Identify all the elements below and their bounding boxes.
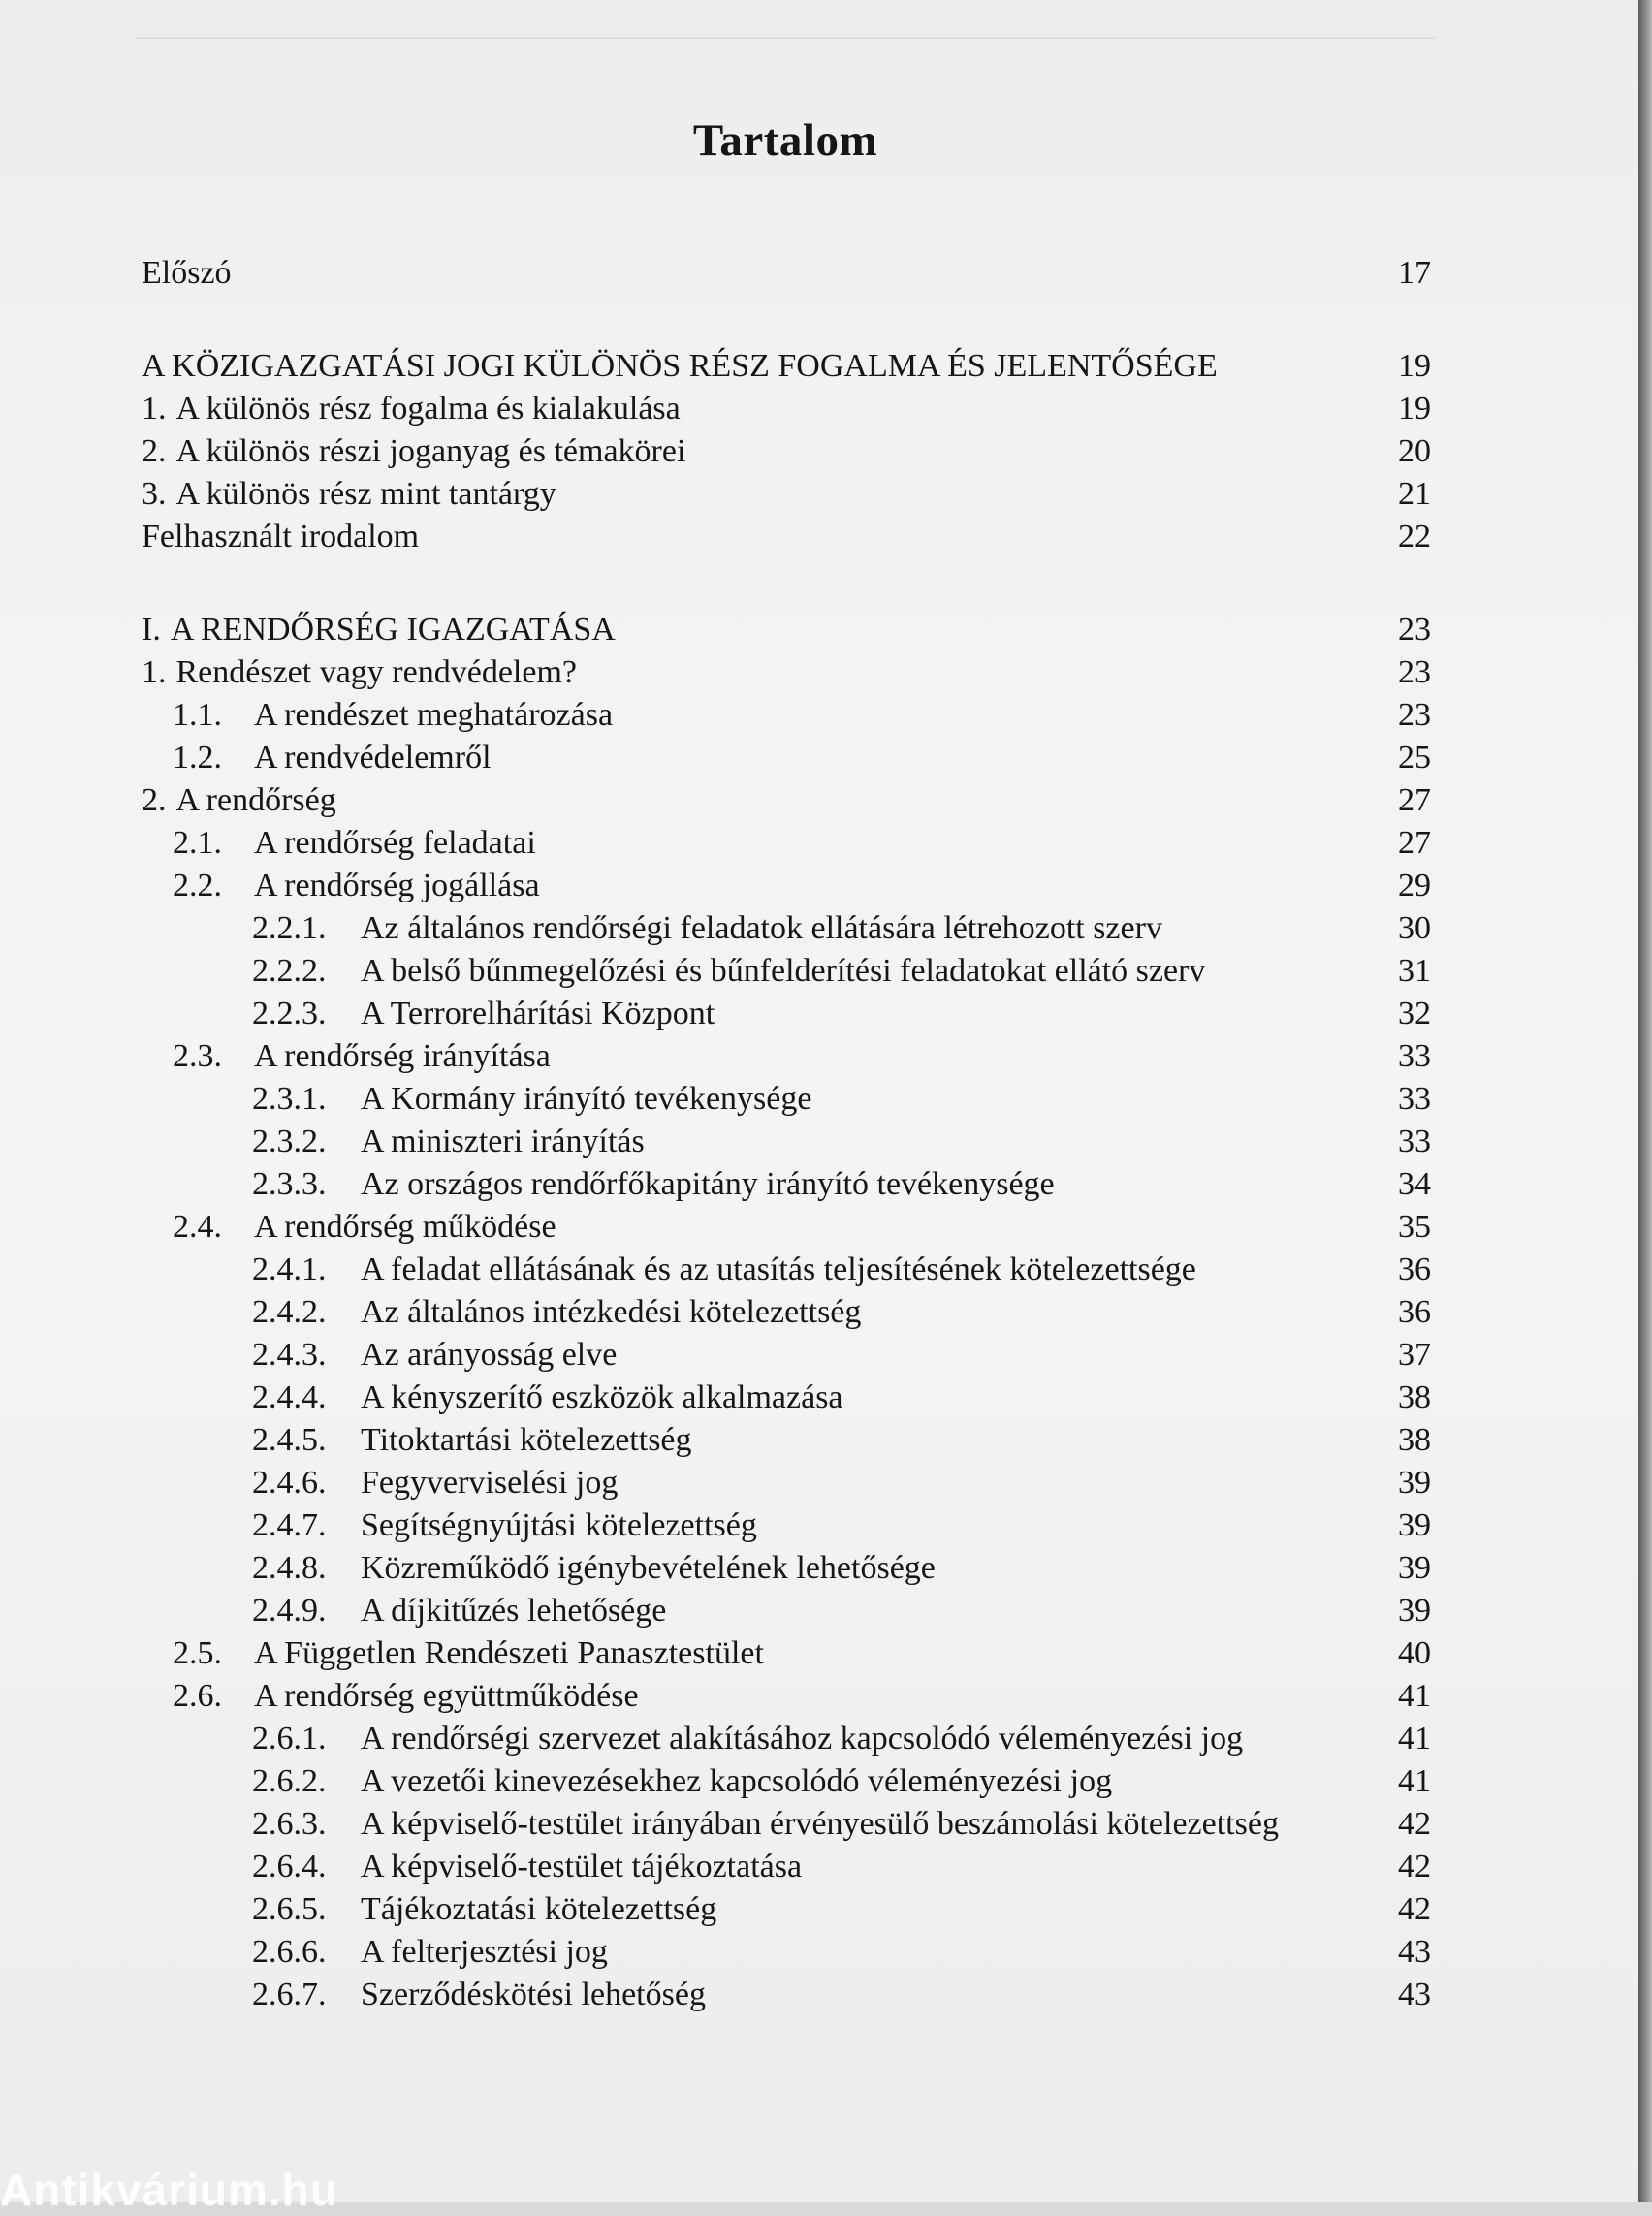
- toc-entry-page: 33: [1398, 1081, 1431, 1117]
- toc-entry: [142, 473, 1431, 516]
- toc-entry-number: 2.2.1.: [252, 910, 327, 946]
- toc-entry-page: 42: [1398, 1806, 1431, 1842]
- toc-entry-number: 2.6.: [173, 1678, 222, 1714]
- toc-entry-number: 2.3.2.: [252, 1124, 327, 1159]
- toc-entry: [142, 1334, 1431, 1377]
- toc-entry: [142, 1974, 1431, 2016]
- toc-entry-title: A rendőrség irányítása: [254, 1038, 551, 1074]
- toc-entry: [142, 1675, 1431, 1718]
- toc-entry: [142, 1121, 1431, 1163]
- toc-entry-page: 19: [1398, 391, 1431, 427]
- toc-entry-number: 2.6.3.: [252, 1806, 327, 1842]
- toc-entry-page: 17: [1398, 255, 1431, 291]
- toc-entry-number: 1.: [142, 654, 167, 690]
- toc-entry-page: 31: [1398, 953, 1431, 989]
- toc-entry-page: 23: [1398, 612, 1431, 648]
- toc-entry-number: 2.4.4.: [252, 1379, 327, 1415]
- toc-entry: [142, 1377, 1431, 1419]
- toc-entry-page: 23: [1398, 697, 1431, 733]
- toc-entry-page: 42: [1398, 1891, 1431, 1927]
- toc-entry-page: 38: [1398, 1379, 1431, 1415]
- toc-entry-page: 27: [1398, 782, 1431, 818]
- toc-entry: [142, 252, 1431, 295]
- toc-entry: [142, 1632, 1431, 1675]
- toc-entry-page: 37: [1398, 1337, 1431, 1373]
- toc-entry-number: 2.4.3.: [252, 1337, 327, 1373]
- toc-entry-number: I.: [142, 612, 161, 648]
- toc-entry-page: 39: [1398, 1550, 1431, 1586]
- toc-entry-number: 2.6.2.: [252, 1763, 327, 1799]
- book-spine-shadow: [1638, 0, 1652, 2202]
- toc-entry-page: 41: [1398, 1763, 1431, 1799]
- toc-entry-number: 2.4.1.: [252, 1251, 327, 1287]
- toc-entry-page: 20: [1398, 433, 1431, 469]
- toc-entry-number: 3.: [142, 476, 167, 512]
- toc-entry-page: 39: [1398, 1593, 1431, 1629]
- toc-entry: [142, 1718, 1431, 1760]
- toc-entry-number: 2.4.6.: [252, 1465, 327, 1501]
- toc-entry: [142, 651, 1431, 694]
- toc-entry: [142, 1504, 1431, 1547]
- toc-entry-number: 2.: [142, 433, 167, 469]
- toc-entry-page: 39: [1398, 1507, 1431, 1543]
- toc-entry: [142, 1888, 1431, 1931]
- toc-entry-number: 1.: [142, 391, 167, 427]
- toc-entry-number: 2.3.1.: [252, 1081, 327, 1117]
- toc-entry: [142, 1547, 1431, 1590]
- page-title: Tartalom: [692, 115, 878, 166]
- toc-entry-title: Az országos rendőrfőkapitány irányító tevékenysége: [361, 1166, 1055, 1202]
- toc-entry-page: 30: [1398, 910, 1431, 946]
- toc-entry-number: 2.4.5.: [252, 1422, 327, 1458]
- toc-entry-number: 1.2.: [173, 740, 222, 776]
- toc-entry-title: A különös rész mint tantárgy: [175, 476, 556, 512]
- toc-entry-page: 29: [1398, 868, 1431, 903]
- toc-entry-page: 38: [1398, 1422, 1431, 1458]
- toc-entry-number: 2.: [142, 782, 167, 818]
- toc-entry-number: 2.4.9.: [252, 1593, 327, 1629]
- toc-entry-number: 2.6.4.: [252, 1849, 327, 1884]
- toc-entry-title: Fegyverviselési jog: [361, 1465, 619, 1501]
- toc-entry-page: 23: [1398, 654, 1431, 690]
- toc-entry-number: 2.1.: [173, 825, 222, 861]
- toc-entry-title: A rendőrségi szervezet alakításához kapcsolódó véleményezési jog: [361, 1721, 1244, 1757]
- toc-entry-title: Rendészet vagy rendvédelem?: [175, 654, 577, 690]
- toc-entry-page: 25: [1398, 740, 1431, 776]
- table-of-contents: [142, 252, 1431, 2016]
- toc-entry-number: 2.2.: [173, 868, 222, 903]
- toc-entry: [142, 1803, 1431, 1846]
- toc-entry-number: 2.2.2.: [252, 953, 327, 989]
- faded-running-header: [136, 37, 1435, 39]
- toc-entry: [142, 950, 1431, 993]
- toc-entry-title: Az arányosság elve: [361, 1337, 618, 1373]
- toc-entry-title: A Terrorelhárítási Központ: [361, 996, 715, 1031]
- toc-entry-page: 43: [1398, 1977, 1431, 2012]
- toc-entry-title: A rendőrség feladatai: [254, 825, 536, 861]
- toc-entry-page: 33: [1398, 1124, 1431, 1159]
- toc-entry-page: 35: [1398, 1209, 1431, 1245]
- toc-entry-title: A RENDŐRSÉG IGAZGATÁSA: [170, 612, 616, 648]
- toc-entry: [142, 737, 1431, 779]
- toc-entry-title: A képviselő-testület irányában érvényesülő beszámolási kötelezettség: [361, 1806, 1279, 1842]
- toc-entry-page: 42: [1398, 1849, 1431, 1884]
- toc-entry-title: A képviselő-testület tájékoztatása: [361, 1849, 803, 1884]
- toc-entry-page: 34: [1398, 1166, 1431, 1202]
- toc-entry-title: Szerződéskötési lehetőség: [361, 1977, 706, 2012]
- toc-entry: [142, 388, 1431, 430]
- toc-entry-title: A különös rész fogalma és kialakulása: [175, 391, 681, 427]
- toc-entry-page: 43: [1398, 1934, 1431, 1970]
- toc-entry: [142, 822, 1431, 865]
- toc-entry: [142, 907, 1431, 950]
- toc-entry: [142, 779, 1431, 822]
- toc-entry-title: A KÖZIGAZGATÁSI JOGI KÜLÖNÖS RÉSZ FOGALMA ÉS JELENTŐSÉGE: [142, 348, 1218, 384]
- toc-entry-title: A Kormány irányító tevékenysége: [361, 1081, 812, 1117]
- toc-entry-title: A belső bűnmegelőzési és bűnfelderítési feladatokat ellátó szerv: [361, 953, 1206, 989]
- toc-entry-title: A különös részi joganyag és témakörei: [175, 433, 686, 469]
- toc-entry-title: A kényszerítő eszközök alkalmazása: [361, 1379, 843, 1415]
- toc-entry-number: 2.6.1.: [252, 1721, 327, 1757]
- toc-entry: [142, 1078, 1431, 1121]
- toc-entry-page: 39: [1398, 1465, 1431, 1501]
- toc-entry-title: A rendvédelemről: [254, 740, 492, 776]
- toc-entry-title: A Független Rendészeti Panasztestület: [254, 1635, 764, 1671]
- toc-entry: [142, 1206, 1431, 1249]
- toc-entry: [142, 865, 1431, 907]
- toc-entry-title: A feladat ellátásának és az utasítás teljesítésének kötelezettsége: [361, 1251, 1196, 1287]
- toc-entry-title: Előszó: [142, 255, 232, 291]
- toc-entry: [142, 1590, 1431, 1632]
- toc-entry: [142, 1163, 1431, 1206]
- toc-entry-title: Segítségnyújtási kötelezettség: [361, 1507, 757, 1543]
- toc-entry-page: 21: [1398, 476, 1431, 512]
- toc-entry-page: 32: [1398, 996, 1431, 1031]
- toc-entry-number: 2.3.: [173, 1038, 222, 1074]
- toc-entry-title: A felterjesztési jog: [361, 1934, 608, 1970]
- toc-entry-title: Az általános rendőrségi feladatok ellátására létrehozott szerv: [361, 910, 1162, 946]
- toc-entry-number: 2.4.: [173, 1209, 222, 1245]
- toc-entry-number: 2.4.2.: [252, 1294, 327, 1330]
- toc-entry-page: 41: [1398, 1721, 1431, 1757]
- toc-entry-title: A miniszteri irányítás: [361, 1124, 645, 1159]
- toc-entry-page: 36: [1398, 1294, 1431, 1330]
- toc-entry-number: 2.4.8.: [252, 1550, 327, 1586]
- toc-entry-title: Az általános intézkedési kötelezettség: [361, 1294, 862, 1330]
- toc-entry-title: A rendőrség együttműködése: [254, 1678, 639, 1714]
- toc-entry-title: A rendőrség jogállása: [254, 868, 540, 903]
- toc-entry-page: 19: [1398, 348, 1431, 384]
- toc-entry-title: Felhasznált irodalom: [142, 519, 420, 554]
- toc-entry-page: 27: [1398, 825, 1431, 861]
- toc-entry-title: A díjkitűzés lehetősége: [361, 1593, 667, 1629]
- toc-entry: [142, 993, 1431, 1035]
- toc-entry: [142, 1035, 1431, 1078]
- toc-entry: [142, 1760, 1431, 1803]
- toc-entry-number: 2.2.3.: [252, 996, 327, 1031]
- toc-entry-title: Titoktartási kötelezettség: [361, 1422, 692, 1458]
- toc-entry: [142, 1846, 1431, 1888]
- toc-entry-number: 2.3.3.: [252, 1166, 327, 1202]
- toc-entry-number: 2.6.5.: [252, 1891, 327, 1927]
- toc-entry-page: 40: [1398, 1635, 1431, 1671]
- toc-entry-page: 41: [1398, 1678, 1431, 1714]
- toc-entry: [142, 1419, 1431, 1462]
- toc-entry: [142, 430, 1431, 473]
- toc-entry: [142, 694, 1431, 737]
- toc-entry-number: 2.6.7.: [252, 1977, 327, 2012]
- toc-entry-title: Közreműködő igénybevételének lehetősége: [361, 1550, 936, 1586]
- toc-entry-page: 22: [1398, 519, 1431, 554]
- toc-entry: [142, 345, 1431, 388]
- toc-entry-title: A vezetői kinevezésekhez kapcsolódó véleményezési jog: [361, 1763, 1113, 1799]
- toc-entry-page: 36: [1398, 1251, 1431, 1287]
- toc-entry-number: 2.4.7.: [252, 1507, 327, 1543]
- toc-entry-page: 33: [1398, 1038, 1431, 1074]
- toc-entry-number: 2.5.: [173, 1635, 222, 1671]
- toc-entry-number: 2.6.6.: [252, 1934, 327, 1970]
- toc-entry-title: A rendészet meghatározása: [254, 697, 614, 733]
- toc-entry-title: A rendőrség: [175, 782, 336, 818]
- toc-entry: [142, 609, 1431, 651]
- toc-entry-title: Tájékoztatási kötelezettség: [361, 1891, 717, 1927]
- toc-entry: [142, 516, 1431, 558]
- toc-entry: [142, 1291, 1431, 1334]
- toc-entry: [142, 1249, 1431, 1291]
- toc-entry: [142, 1931, 1431, 1974]
- toc-entry-number: 1.1.: [173, 697, 222, 733]
- toc-entry-title: A rendőrség működése: [254, 1209, 556, 1245]
- watermark: Antikvárium.hu: [0, 2165, 338, 2215]
- toc-entry: [142, 1462, 1431, 1504]
